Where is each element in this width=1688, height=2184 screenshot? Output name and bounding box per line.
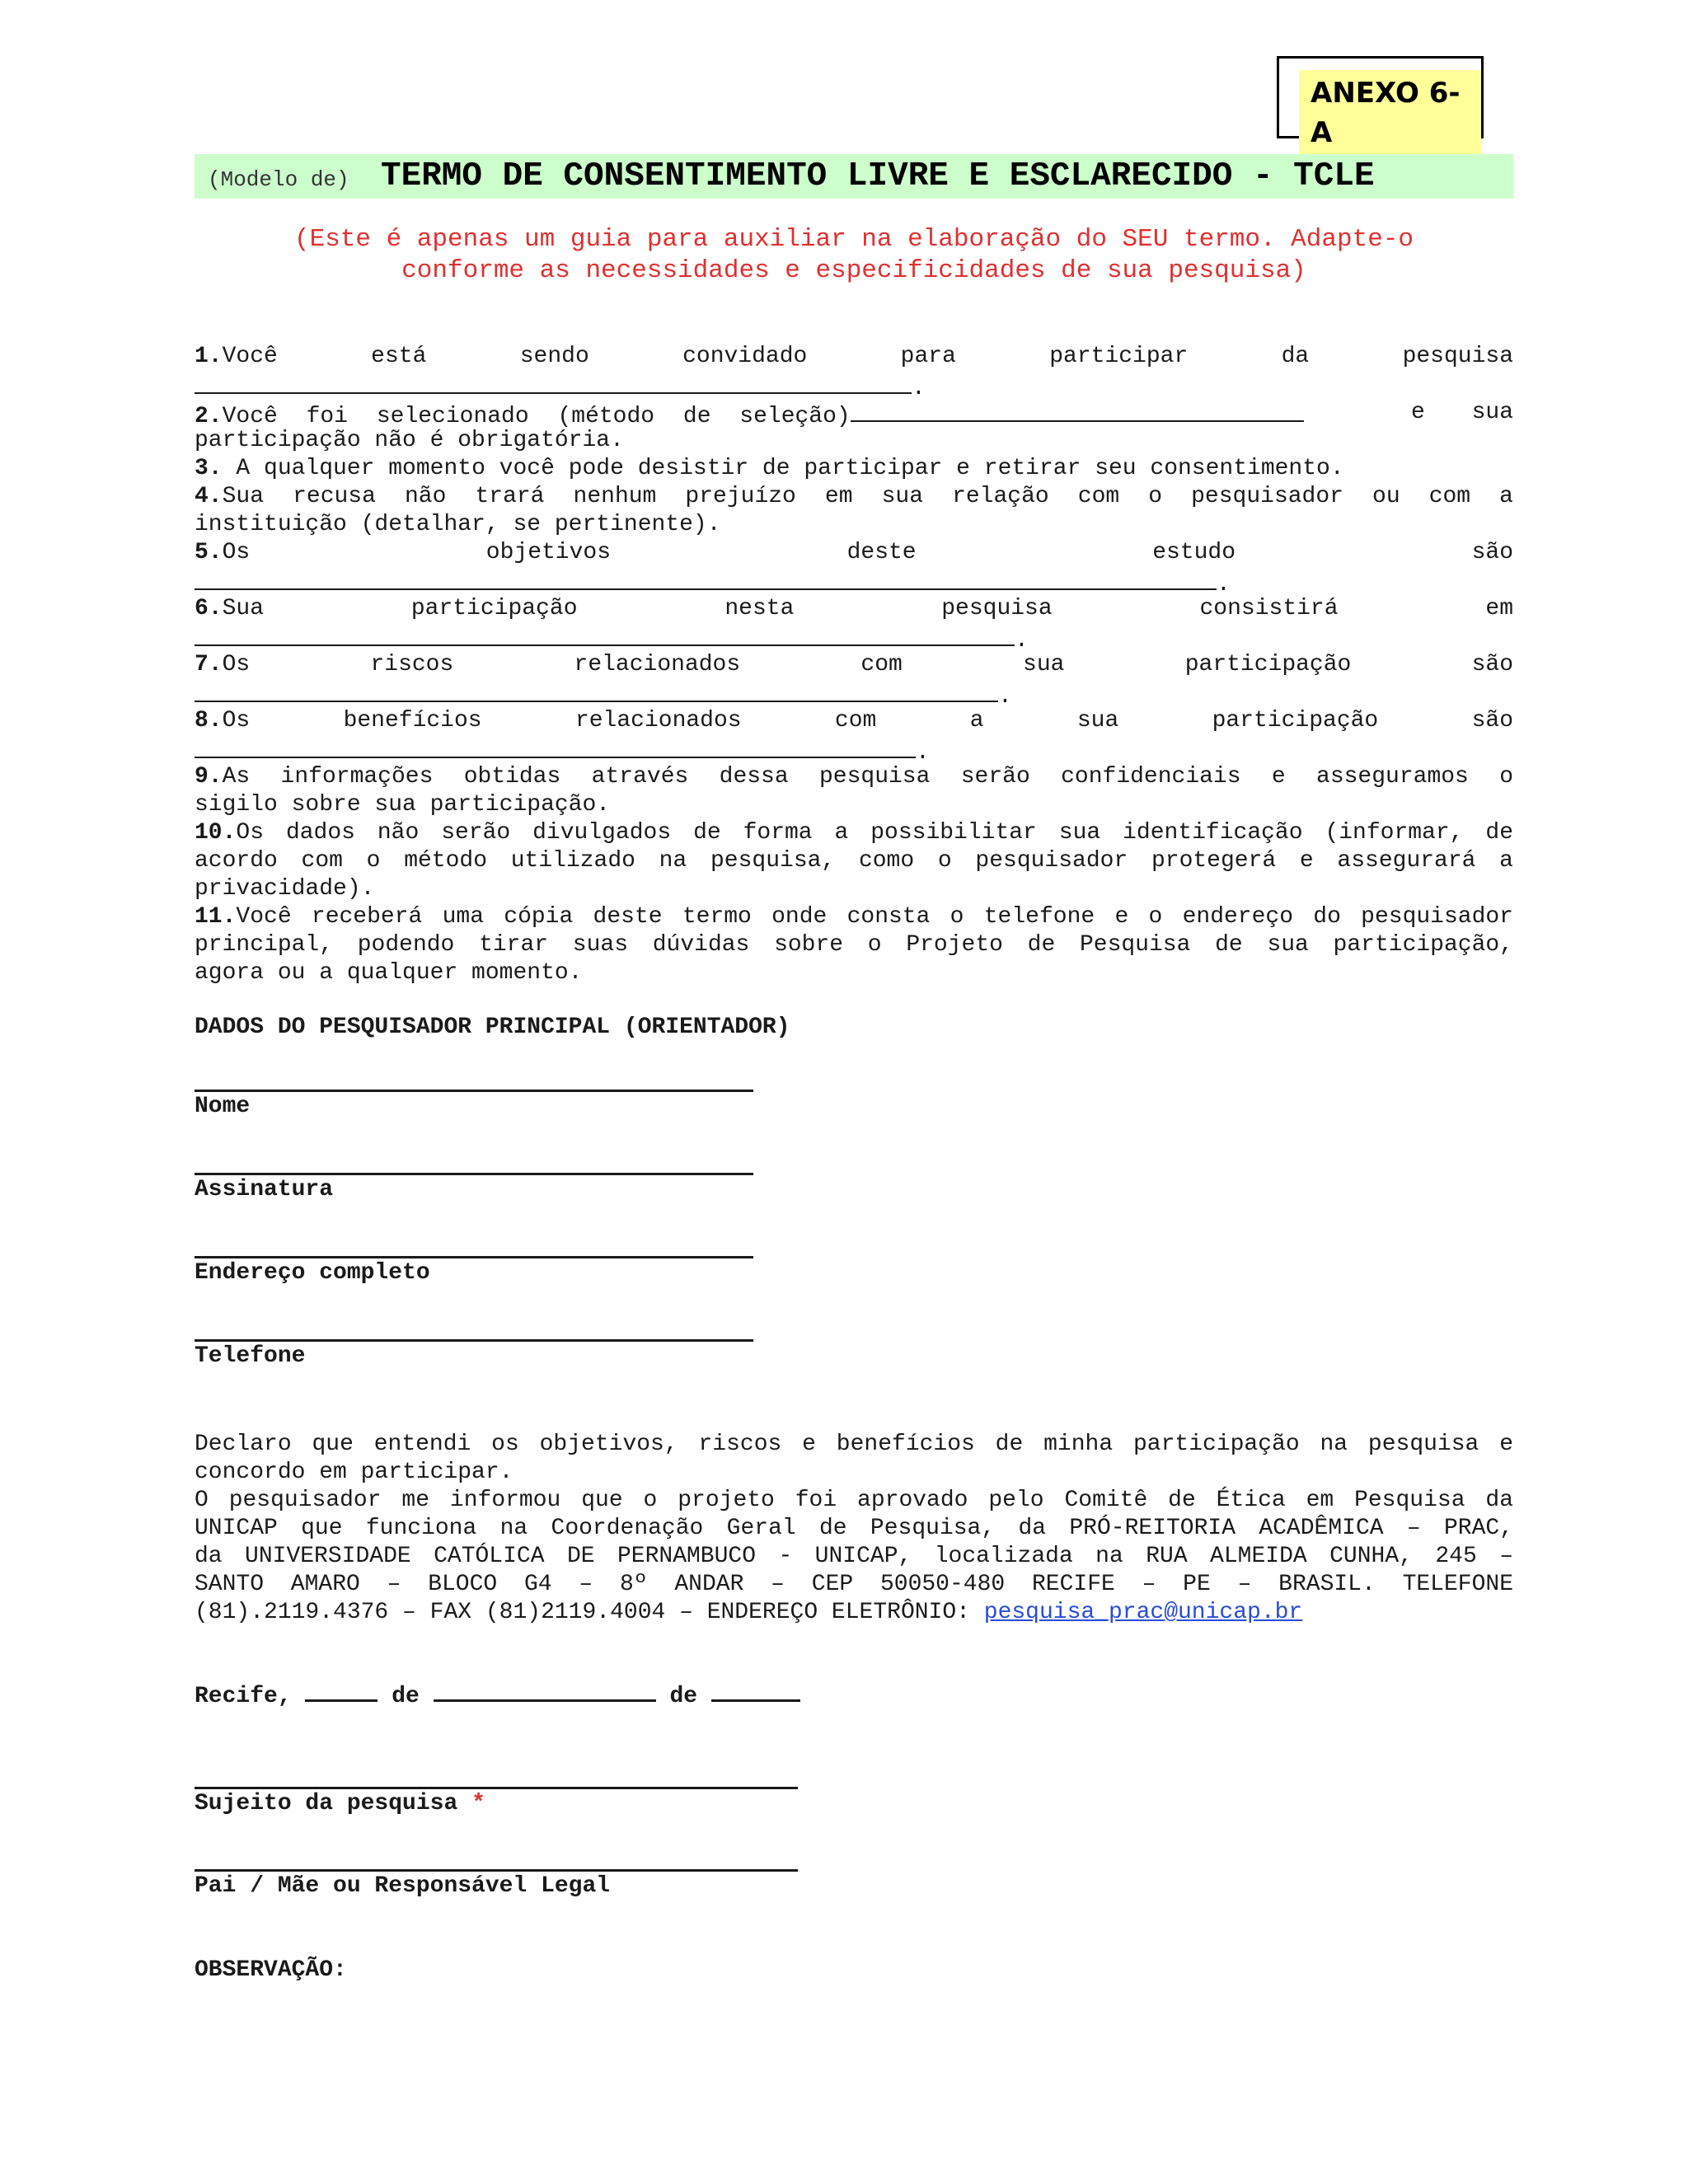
item-number: 6.: [195, 596, 223, 621]
document-title: TERMO DE CONSENTIMENTO LIVRE E ESCLARECIDO - TCLE: [381, 157, 1375, 195]
guardian-signature-line[interactable]: [195, 1869, 798, 1872]
item-text: Sua recusa não trará nenhum prejuízo em sua relação com o pesquisador ou com a: [222, 484, 1513, 509]
item-11-cont-2: agora ou a qualquer momento.: [195, 960, 583, 986]
researcher-heading: DADOS DO PESQUISADOR PRINCIPAL (ORIENTADOR): [195, 1015, 790, 1040]
title-bar: [195, 154, 1513, 199]
item-number: 11.: [195, 904, 237, 930]
item-6: [195, 595, 1513, 623]
item-number: 7.: [195, 652, 223, 677]
guide-line-2: conforme as necessidades e especificidades de sua pesquisa): [401, 256, 1306, 285]
item-text: A qualquer momento você pode desistir de participar e retirar seu consentimento.: [236, 456, 1344, 481]
address-label: Endereço completo: [195, 1260, 430, 1286]
signature-line[interactable]: [195, 1173, 753, 1175]
subject-signature-line[interactable]: [195, 1787, 798, 1789]
date-line: [195, 1680, 800, 1711]
declaration: [195, 1431, 1513, 1627]
consent-items: [195, 343, 1513, 987]
item-7: [195, 651, 1513, 679]
required-mark: *: [471, 1791, 485, 1816]
fill-line[interactable]: [195, 567, 1217, 590]
item-text: As informações obtidas através dessa pesquisa serão confidenciais e asseguramos o: [222, 764, 1513, 790]
item-text-end: e sua: [1410, 400, 1513, 425]
item-9-cont: sigilo sobre sua participação.: [195, 792, 611, 818]
fill-line[interactable]: [195, 623, 1015, 646]
fill-line[interactable]: [195, 371, 912, 394]
name-line[interactable]: [195, 1090, 753, 1092]
subject-label: Sujeito da pesquisa: [195, 1791, 458, 1816]
item-2: [195, 399, 1513, 427]
declaration-line: UNICAP que funciona na Coordenação Geral de Pesquisa, da PRÓ-REITORIA ACADÊMICA – PRAC,: [195, 1516, 1513, 1541]
item-text: Você foi selecionado (método de seleção): [222, 404, 851, 429]
city-label: Recife,: [195, 1684, 292, 1709]
item-1: [195, 343, 1513, 371]
item-4: [195, 483, 1513, 511]
year-blank[interactable]: [711, 1680, 800, 1702]
item-text: Você está sendo convidado para participar da pesquisa: [222, 344, 1513, 369]
observation-label: OBSERVAÇÃO:: [195, 1957, 347, 1983]
item-number: 4.: [195, 484, 223, 509]
guide-line-1: (Este é apenas um guia para auxiliar na elaboração do SEU termo. Adapte-o: [293, 225, 1414, 254]
item-text: Você receberá uma cópia deste termo onde consta o telefone e o endereço do pesquisador: [236, 904, 1513, 930]
declaration-line: SANTO AMARO – BLOCO G4 – 8º ANDAR – CEP 50050-480 RECIFE – PE – BRASIL. TELEFONE: [195, 1572, 1513, 1597]
declaration-line: da UNIVERSIDADE CATÓLICA DE PERNAMBUCO - UNICAP, localizada na RUA ALMEIDA CUNHA, 245 –: [195, 1544, 1513, 1569]
guardian-label: Pai / Mãe ou Responsável Legal: [195, 1873, 611, 1899]
item-7-blank: .: [195, 679, 1513, 707]
day-blank[interactable]: [305, 1680, 377, 1702]
guide-note: [195, 224, 1513, 287]
item-number: 9.: [195, 764, 223, 790]
declaration-line: Declaro que entendi os objetivos, riscos e benefícios de minha participação na pesquisa e: [195, 1432, 1513, 1457]
item-4-cont: instituição (detalhar, se pertinente).: [195, 512, 721, 537]
fill-line[interactable]: [195, 735, 916, 758]
declaration-line: concordo em participar.: [195, 1460, 513, 1485]
item-10-cont: acordo com o método utilizado na pesquisa, como o pesquisador protegerá e assegurará a: [195, 848, 1513, 874]
item-number: 10.: [195, 820, 237, 846]
item-text: Os objetivos deste estudo são: [222, 540, 1513, 565]
item-text: Os riscos relacionados com sua participação são: [222, 652, 1513, 677]
item-number: 2.: [195, 404, 223, 429]
fill-line[interactable]: [195, 679, 998, 702]
fill-line[interactable]: [851, 399, 1304, 422]
item-5-blank: .: [195, 567, 1513, 595]
item-6-blank: .: [195, 623, 1513, 651]
declaration-line-last: [195, 1599, 1513, 1627]
item-8-blank: .: [195, 735, 1513, 763]
address-line[interactable]: [195, 1256, 753, 1258]
item-1-blank: .: [195, 371, 1513, 399]
item-10-cont-2: privacidade).: [195, 876, 375, 902]
email-link[interactable]: pesquisa_prac@unicap.br: [983, 1600, 1303, 1625]
subject-signature: [195, 1790, 485, 1818]
item-3: [195, 455, 1513, 483]
item-8: [195, 707, 1513, 735]
item-number: 3.: [195, 456, 223, 481]
item-text: Os benefícios relacionados com a sua participação são: [222, 708, 1513, 733]
item-number: 1.: [195, 344, 223, 369]
annex-label: ANEXO 6-A: [1299, 70, 1481, 156]
title-prefix: (Modelo de): [208, 167, 349, 192]
declaration-text: (81).2119.4376 – FAX (81)2119.4004 – ENDEREÇO ELETRÔNIO:: [195, 1600, 970, 1625]
item-number: 5.: [195, 540, 223, 565]
item-2-cont: participação não é obrigatória.: [195, 428, 624, 453]
item-text: Sua participação nesta pesquisa consistirá em: [222, 596, 1513, 621]
annex-box: [1277, 56, 1484, 149]
item-number: 8.: [195, 708, 223, 733]
name-label: Nome: [195, 1094, 251, 1119]
phone-line[interactable]: [195, 1339, 753, 1342]
signature-label: Assinatura: [195, 1177, 334, 1202]
month-blank[interactable]: [434, 1680, 656, 1702]
item-11-cont: principal, podendo tirar suas dúvidas sobre o Projeto de Pesquisa de sua participação,: [195, 932, 1513, 958]
item-5: [195, 539, 1513, 567]
item-9: [195, 763, 1513, 791]
phone-label: Telefone: [195, 1343, 306, 1369]
item-11: [195, 903, 1513, 931]
declaration-line: O pesquisador me informou que o projeto foi aprovado pelo Comitê de Ética em Pesquisa da: [195, 1488, 1513, 1513]
de-label: de: [392, 1684, 420, 1709]
de-label: de: [669, 1684, 698, 1709]
item-text: Os dados não serão divulgados de forma a possibilitar sua identificação (informar, de: [236, 820, 1513, 846]
item-10: [195, 819, 1513, 847]
